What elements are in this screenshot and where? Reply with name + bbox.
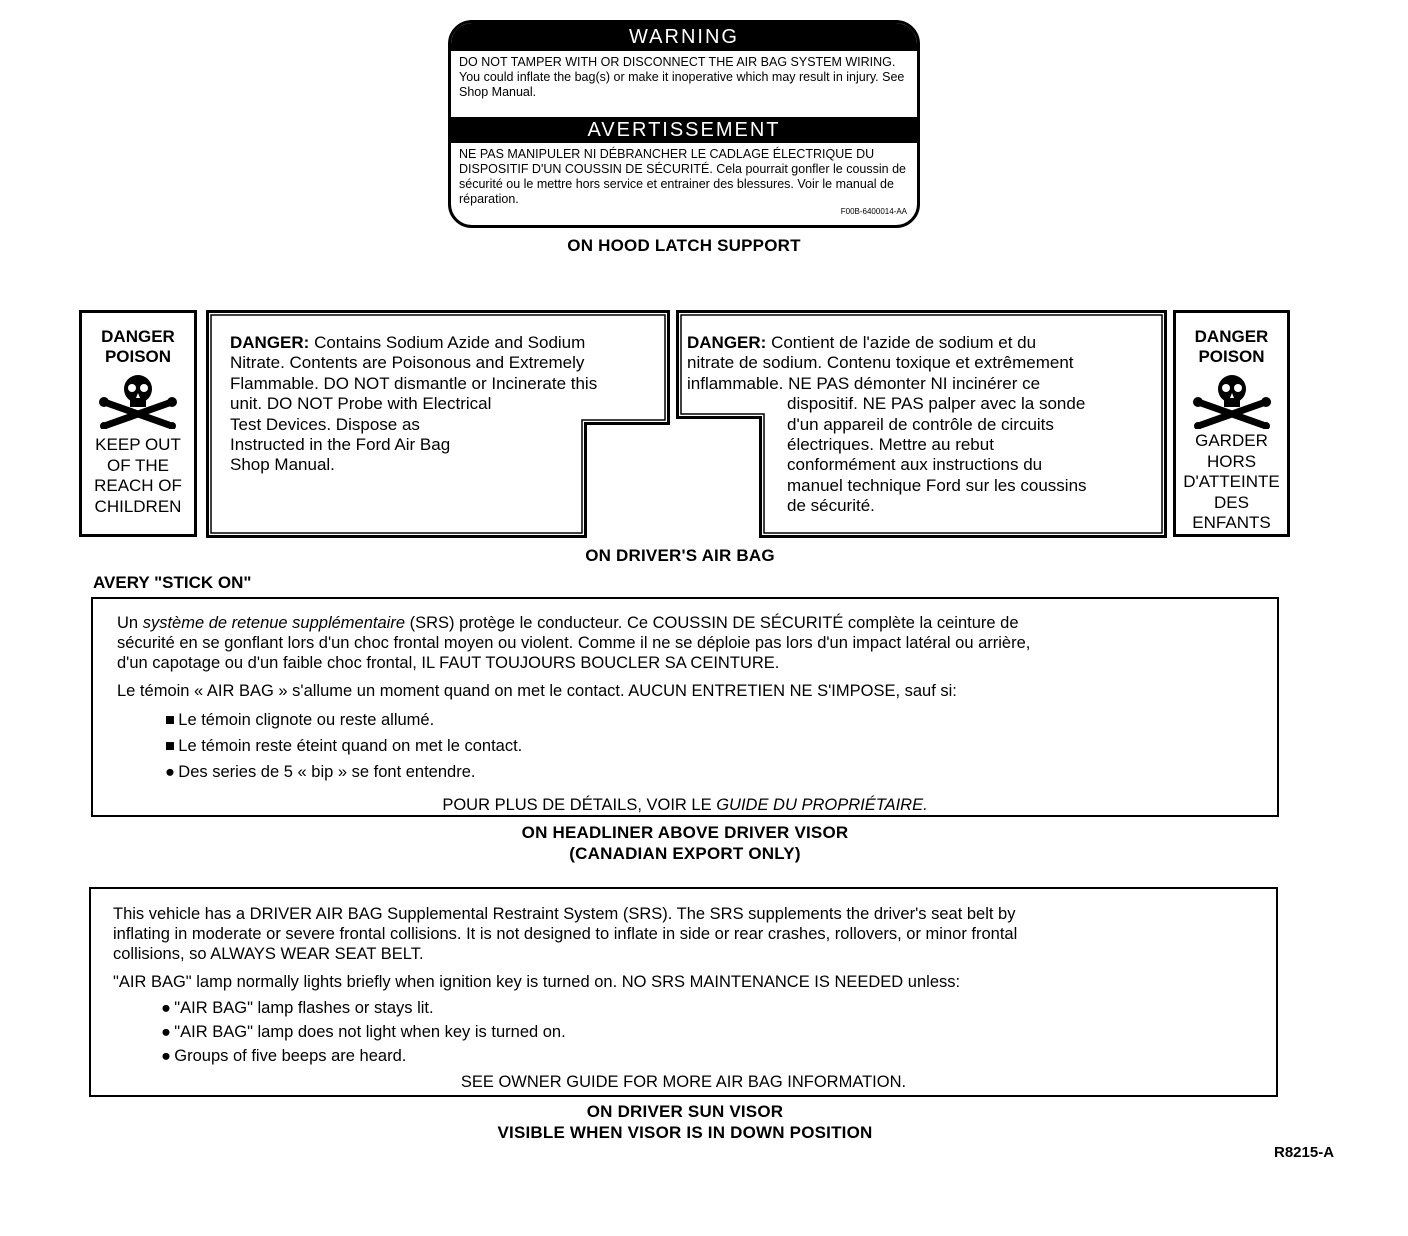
caption-hood-latch: ON HOOD LATCH SUPPORT <box>567 236 801 255</box>
poison-text-line: D'ATTEINTE <box>1183 472 1280 491</box>
caption-line: (CANADIAN EXPORT ONLY) <box>569 844 801 863</box>
fr-para1-line3: d'un capotage ou d'un faible choc frontal, IL FAUT TOUJOURS BOUCLER SA CEINTURE. <box>117 654 780 672</box>
english-label-box <box>89 887 1278 1097</box>
fr-bullet-item: ■ Le témoin reste éteint quand on met le contact. <box>165 737 523 755</box>
danger-line: Nitrate. Contents are Poisonous and Extremely <box>230 353 585 373</box>
poison-text-line: DES <box>1214 492 1249 512</box>
danger-text-en <box>230 333 670 476</box>
danger-line: dispositif. NE PAS palper avec la sonde <box>787 394 1086 414</box>
danger-line: électriques. Mettre au rebut <box>787 435 994 455</box>
italic-fragment: GUIDE DU PROPRIÉTAIRE. <box>716 796 928 814</box>
danger-label-en: DANGER: <box>230 333 310 352</box>
bullet-text: "AIR BAG" lamp does not light when key is turned on. <box>174 1023 566 1041</box>
en-footer: SEE OWNER GUIDE FOR MORE AIR BAG INFORMATION. <box>460 1073 907 1091</box>
danger-line: Shop Manual. <box>230 455 335 475</box>
caption-line: ON DRIVER SUN VISOR <box>586 1102 784 1121</box>
poison-text-fr <box>1176 431 1287 534</box>
en-para2: "AIR BAG" lamp normally lights briefly when ignition key is turned on. NO SRS MAINTENANCE IS NEEDED unless: <box>113 973 961 991</box>
danger-line: Instructed in the Ford Air Bag <box>230 435 451 455</box>
en-bullet-item: ● "AIR BAG" lamp flashes or stays lit. <box>161 999 434 1017</box>
fr-para1-line2: sécurité en se gonflant lors d'un choc frontal moyen ou violent. Comme il ne se déploie pas lors d'un impact latéral ou arrière, <box>117 634 1031 652</box>
part-number: F00B-6400014-AA <box>840 207 907 216</box>
fr-para2: Le témoin « AIR BAG » s'allume un moment quand on met le contact. AUCUN ENTRETIEN NE S'IMPOSE, sauf si: <box>117 682 957 700</box>
bullet-text: Groups of five beeps are heard. <box>174 1047 407 1065</box>
warning-text-en: DO NOT TAMPER WITH OR DISCONNECT THE AIR BAG SYSTEM WIRING. You could inflate the bag(s) or make it inoperative which may result in injury. See Shop Manual. <box>459 55 905 99</box>
fr-footer <box>117 795 1277 815</box>
danger-line: manuel technique Ford sur les coussins <box>787 475 1087 495</box>
bullet-text: "AIR BAG" lamp flashes or stays lit. <box>174 999 434 1017</box>
en-para1-line2: inflating in moderate or severe frontal collisions. It is not designed to inflate in side or rear crashes, rollovers, or minor frontal <box>113 925 1018 943</box>
poison-text-line: REACH OF <box>94 476 182 495</box>
fr-bullet-item: ● Des series de 5 « bip » se font entendre. <box>165 763 476 781</box>
danger-line: inflammable. NE PAS démonter NI incinérer ce <box>687 373 1041 393</box>
figure-id: R8215-A <box>1274 1144 1335 1161</box>
caption-line: VISIBLE WHEN VISOR IS IN DOWN POSITION <box>497 1123 873 1142</box>
en-bullet-item: ● "AIR BAG" lamp does not light when key is turned on. <box>161 1023 566 1041</box>
danger-line: unit. DO NOT Probe with Electrical <box>230 394 492 414</box>
caption-headliner <box>380 822 990 864</box>
en-para1-line3: collisions, so ALWAYS WEAR SEAT BELT. <box>113 945 424 963</box>
poison-box-fr <box>1173 310 1290 537</box>
poison-text-line: CHILDREN <box>94 496 182 516</box>
poison-text-line: OF THE <box>106 455 170 475</box>
poison-text-line: KEEP OUT <box>95 435 181 454</box>
danger-line: conformément aux instructions du <box>787 455 1043 475</box>
fr-bullet-item: ■ Le témoin clignote ou reste allumé. <box>165 711 435 729</box>
danger-text-fr <box>687 333 1162 517</box>
canadian-label-box <box>91 597 1279 817</box>
bullet-text: Le témoin clignote ou reste allumé. <box>178 711 435 729</box>
warning-text-fr <box>451 143 917 225</box>
danger-line: Contient de l'azide de sodium et du <box>766 333 1037 352</box>
danger-label-fr: DANGER: <box>687 333 767 352</box>
poison-title-line: DANGER <box>101 327 175 346</box>
poison-title-fr <box>1176 327 1287 367</box>
warning-header: WARNING <box>451 23 917 51</box>
danger-line: de sécurité. <box>787 496 875 516</box>
caption-sun-visor <box>380 1101 990 1143</box>
skull-crossbones-icon <box>1193 373 1271 429</box>
text-fragment: Un <box>117 614 143 632</box>
caption-line: ON HEADLINER ABOVE DRIVER VISOR <box>521 823 849 842</box>
warning-text-fr-body: NE PAS MANIPULER NI DÉBRANCHER LE CADLAGE ÉLECTRIQUE DU DISPOSITIF D'UN COUSSIN DE SÉCURITÉ. Cela pourrait gonfler le coussin de sécurité ou le mettre hors service et entrainer des blessures. Voir le manual de réparation. <box>459 147 906 206</box>
poison-title-en <box>82 327 194 367</box>
danger-line: d'un appareil de contrôle de circuits <box>787 414 1054 434</box>
poison-text-line: GARDER <box>1195 431 1268 450</box>
avery-label: AVERY "STICK ON" <box>93 573 252 592</box>
danger-line: Flammable. DO NOT dismantle or Incinerate this <box>230 373 598 393</box>
en-para1-line1: This vehicle has a DRIVER AIR BAG Supplemental Restraint System (SRS). The SRS supplements the driver's seat belt by <box>113 905 1016 923</box>
danger-line: nitrate de sodium. Contenu toxique et extrêmement <box>687 353 1074 373</box>
poison-text-line: ENFANTS <box>1192 513 1271 532</box>
bullet-text: Des series de 5 « bip » se font entendre. <box>178 763 476 781</box>
poison-title-line: DANGER <box>1194 327 1269 346</box>
danger-line: Test Devices. Dispose as <box>230 414 420 434</box>
poison-box-en <box>79 310 197 537</box>
skull-crossbones-icon <box>99 373 177 429</box>
bullet-text: Le témoin reste éteint quand on met le contact. <box>178 737 523 755</box>
warning-label <box>448 20 920 228</box>
italic-fragment: système de retenue supplémentaire <box>142 614 406 632</box>
text-fragment: (SRS) protège le conducteur. Ce COUSSIN DE SÉCURITÉ complète la ceinture de <box>405 614 1019 632</box>
poison-title-line: POISON <box>1198 347 1265 366</box>
text-fragment: POUR PLUS DE DÉTAILS, VOIR LE <box>442 796 717 814</box>
danger-line: Contains Sodium Azide and Sodium <box>309 333 586 352</box>
caption-drivers-airbag: ON DRIVER'S AIR BAG <box>585 546 775 565</box>
poison-text-en <box>82 435 194 517</box>
poison-title-line: POISON <box>104 347 172 366</box>
en-bullet-item: ● Groups of five beeps are heard. <box>161 1047 407 1065</box>
fr-para1-line1 <box>117 613 1277 633</box>
avertissement-header: AVERTISSEMENT <box>451 117 917 143</box>
poison-text-line: HORS <box>1206 451 1257 471</box>
